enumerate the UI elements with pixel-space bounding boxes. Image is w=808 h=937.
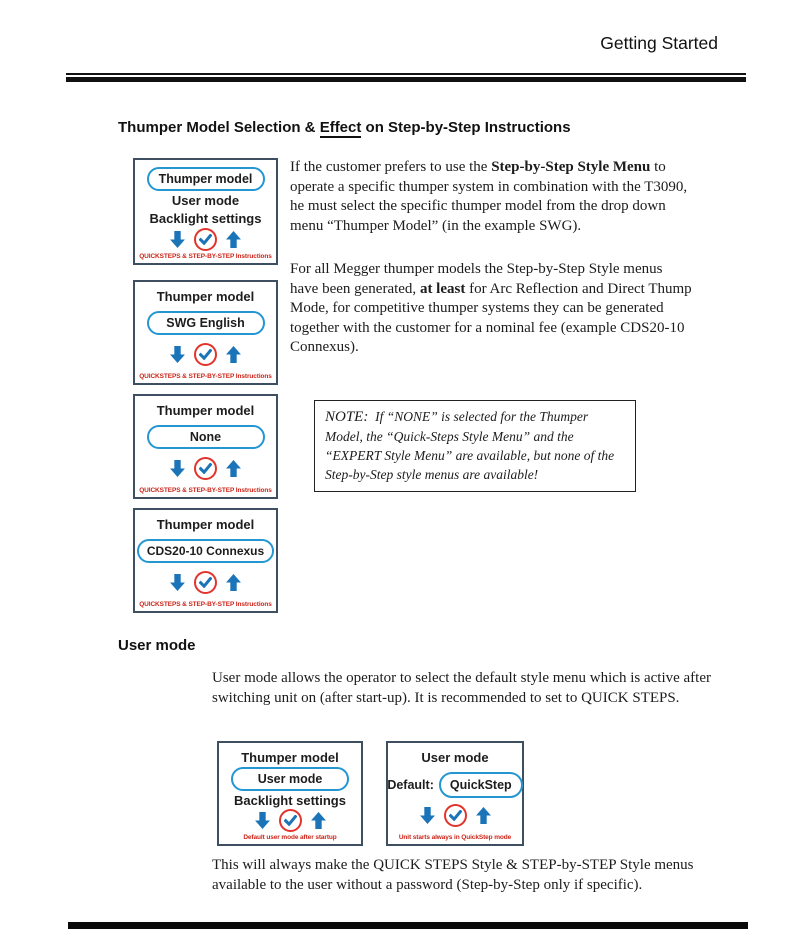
navigation-arrows xyxy=(170,571,241,594)
note-label: NOTE: xyxy=(325,409,369,425)
screen-panel-none xyxy=(133,394,278,499)
screen-panel-swg-english xyxy=(133,280,278,385)
up-arrow-icon xyxy=(226,346,241,363)
panel-footer-caption: Unit starts always in QuickStep mode xyxy=(398,833,512,841)
confirm-check-icon xyxy=(279,809,302,832)
default-setting-row xyxy=(387,772,522,798)
navigation-arrows xyxy=(255,809,326,832)
navigation-arrows xyxy=(170,343,241,366)
confirm-check-icon xyxy=(194,457,217,480)
panel-title: Thumper model xyxy=(156,403,255,418)
panel-footer-caption: QUICKSTEPS & STEP-BY-STEP Instructions xyxy=(139,253,272,260)
paragraph-run-bold: Step-by-Step Style Menu xyxy=(491,159,651,175)
screen-panel-default-quickstep xyxy=(386,741,524,846)
navigation-arrows xyxy=(420,804,491,827)
dropdown-value-swg-english: SWG English xyxy=(147,311,265,335)
panel-title: Thumper model xyxy=(156,517,255,532)
paragraph-run-bold: at least xyxy=(419,280,466,297)
dropdown-value-none: None xyxy=(147,425,265,449)
paragraph-run: For all Megger thumper models the Step-by-Step Style menus have been generated, xyxy=(290,261,663,297)
dropdown-value-quickstep: QuickStep xyxy=(439,772,523,798)
menu-item-thumper-model-selected: Thumper model xyxy=(147,167,265,191)
paragraph-run: If the customer prefers to use the xyxy=(290,159,492,175)
section-heading-user-mode: User mode xyxy=(118,637,196,654)
down-arrow-icon xyxy=(255,812,270,829)
panel-footer-caption: QUICKSTEPS & STEP-BY-STEP Instructions xyxy=(139,486,272,494)
note-box xyxy=(314,400,636,492)
paragraph-megger-models xyxy=(290,260,692,358)
menu-item-backlight-settings: Backlight settings xyxy=(149,210,262,226)
screen-panel-cds20-10-connexus xyxy=(133,508,278,613)
navigation-arrows xyxy=(170,457,241,480)
confirm-check-icon xyxy=(194,571,217,594)
note-text: If “NONE” is selected for the Thumper Model, the “Quick-Steps Style Menu” and the “EXPERT Style Menu” are available, but none of the Step-by-Step style menus are available! xyxy=(325,409,618,482)
dropdown-value-cds20-10: CDS20-10 Connexus xyxy=(137,539,274,563)
navigation-arrows xyxy=(170,228,241,251)
heading-text-post: on Step-by-Step Instructions xyxy=(361,119,571,136)
up-arrow-icon xyxy=(226,574,241,591)
up-arrow-icon xyxy=(476,807,491,824)
header-rule-thick xyxy=(66,77,746,82)
section-heading-thumper-model xyxy=(118,119,571,136)
panel-footer-caption: Default user mode after startup xyxy=(243,834,337,841)
header-rule-thin xyxy=(66,73,746,75)
paragraph-user-mode: User mode allows the operator to select the default style menu which is active after switching unit on (after start-up). It is recommended to set to QUICK STEPS. xyxy=(212,670,711,706)
paragraph-run: to operate a specific thumper system in combination with the T3090, he must select the specific thumper model from the drop down menu “Thumper Model” (in the example SWG). xyxy=(290,159,688,234)
paragraph-always-available: This will always make the QUICK STEPS Style & STEP-by-STEP Style menus available to the user without a password (Step-by-Step only if specific). xyxy=(212,857,694,893)
paragraph-run: for Arc Reflection and Direct Thump Mode, for competitive thumper systems they can be generated together with the customer for a nominal fee (example CDS20-10 Connexus). xyxy=(290,280,692,355)
down-arrow-icon xyxy=(170,574,185,591)
menu-item-thumper-model: Thumper model xyxy=(241,750,339,765)
down-arrow-icon xyxy=(170,346,185,363)
heading-text-underlined: Effect xyxy=(319,119,362,136)
up-arrow-icon xyxy=(226,460,241,477)
default-label: Default: xyxy=(387,777,434,792)
panel-title: User mode xyxy=(421,750,489,765)
screen-panel-thumper-menu xyxy=(133,158,278,265)
menu-item-user-mode: User mode xyxy=(171,193,240,209)
panel-footer-caption: QUICKSTEPS & STEP-BY-STEP Instructions xyxy=(139,372,272,380)
footer-rule xyxy=(68,922,748,929)
heading-text-pre: Thumper Model Selection & xyxy=(118,119,320,136)
down-arrow-icon xyxy=(170,460,185,477)
menu-item-user-mode-selected: User mode xyxy=(231,767,349,791)
confirm-check-icon xyxy=(444,804,467,827)
paragraph-step-by-step-selection xyxy=(290,158,692,236)
menu-item-backlight-settings: Backlight settings xyxy=(234,792,346,808)
down-arrow-icon xyxy=(170,231,185,248)
panel-title: Thumper model xyxy=(156,289,255,304)
up-arrow-icon xyxy=(311,812,326,829)
confirm-check-icon xyxy=(194,343,217,366)
panel-footer-caption: QUICKSTEPS & STEP-BY-STEP Instructions xyxy=(139,600,272,608)
down-arrow-icon xyxy=(420,807,435,824)
page-header-title: Getting Started xyxy=(600,33,718,53)
confirm-check-icon xyxy=(194,228,217,251)
screen-panel-user-mode-menu xyxy=(217,741,363,846)
up-arrow-icon xyxy=(226,231,241,248)
